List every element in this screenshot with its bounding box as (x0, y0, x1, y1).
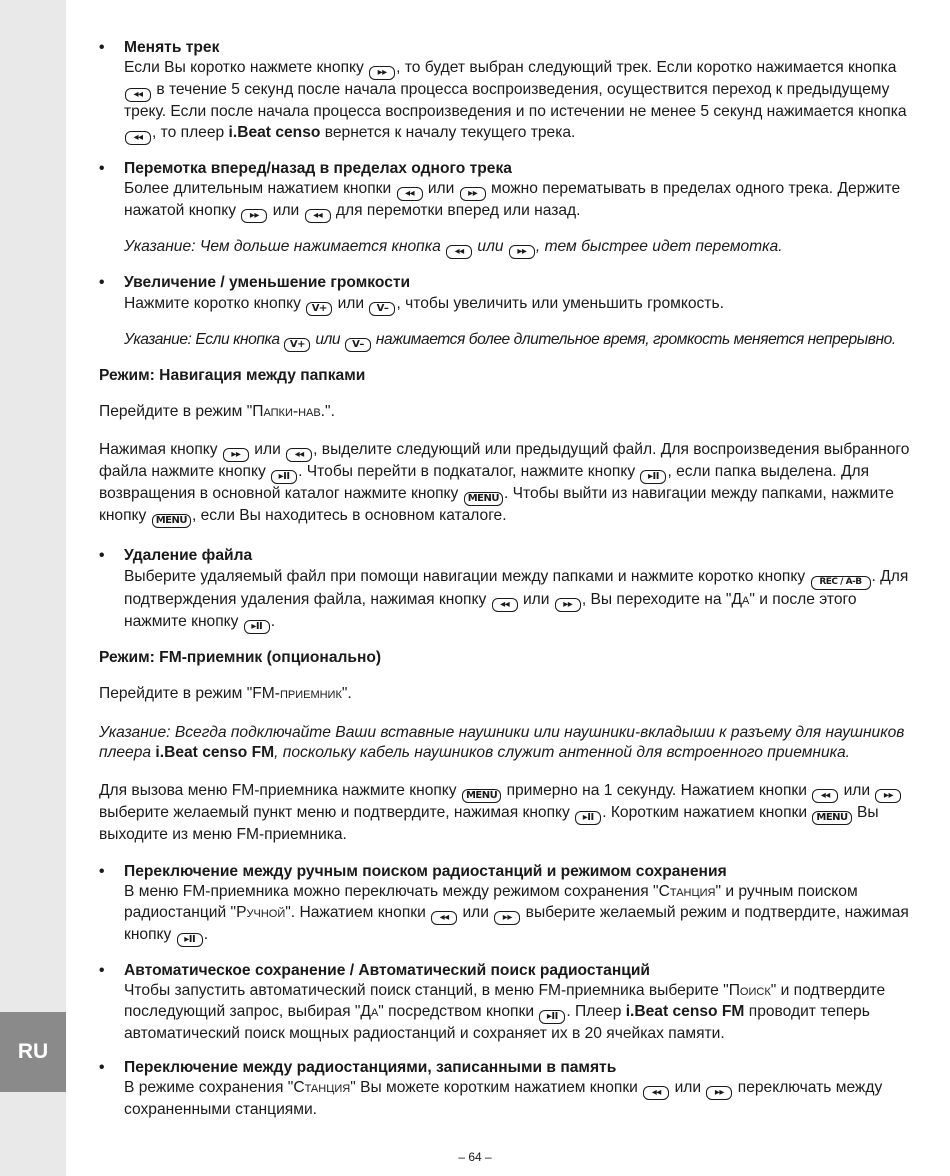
prev-button-icon: ◂◂ (286, 448, 312, 462)
next-button-icon: ▸▸ (875, 789, 901, 803)
next-button-icon: ▸▸ (509, 245, 535, 259)
heading-fm-receiver: Режим: FM-приемник (опционально) (99, 648, 382, 666)
section-volume (99, 273, 911, 315)
section-title: • Перемотка вперед/назад в пределах одного трека (124, 159, 512, 177)
language-tab: RU (0, 1012, 66, 1092)
note-volume: Указание: Если кнопка V+ или V– нажимается более длительное время, громкость меняется непрерывно. (124, 330, 896, 350)
note-seek: Указание: Чем дольше нажимается кнопка ◂◂ или ▸▸ , тем быстрее идет перемотка. (124, 238, 783, 258)
section-title: • Автоматическое сохранение / Автоматический поиск радиостанций (124, 961, 651, 979)
section-text: Чтобы запустить автоматический поиск станций, в меню FM-приемника выберите "Поиск" и подтвердите последующий запрос, выбирая "Да" посредством кнопки ▸II . Плеер i.Beat censo FM проводит теперь автоматический поиск мощных радиостанций и сохраняет их в 20 ячейках памяти. (124, 982, 886, 1042)
prev-button-icon: ◂◂ (125, 88, 151, 102)
prev-button-icon: ◂◂ (492, 598, 518, 612)
play-pause-button-icon: ▸II (575, 811, 601, 825)
section-text: Более длительным нажатием кнопки ◂◂ или ▸▸ можно перематывать в пределах одного трека. Держите нажатой кнопку ▸▸ или ◂◂ для перемотки вперед или назад. (124, 180, 901, 222)
section-change-track (99, 38, 911, 145)
prev-button-icon: ◂◂ (397, 187, 423, 201)
paragraph-fm-menu: Для вызова меню FM-приемника нажмите кнопку MENU примерно на 1 секунду. Нажатием кнопки ◂◂ или ▸▸ выберите желаемый пункт меню и подтвердите, нажимая кнопку ▸II . Коротким нажатием кнопки MENU Вы выходите из меню FM-приемника. (99, 781, 911, 845)
section-text: Если Вы коротко нажмете кнопку ▸▸ , то будет выбран следующий трек. Если коротко нажимается кнопка ◂◂ в течение 5 секунд после начала процесса воспроизведения, осуществится переход к предыдущему треку. Если после начала процесса воспроизведения и по истечении не менее 5 секунд нажимается кнопка ◂◂ , то плеер i.Beat censo вернется к началу текущего трека. (124, 59, 907, 143)
next-button-icon: ▸▸ (369, 66, 395, 80)
brand-name: i.Beat censo FM (625, 1002, 745, 1020)
paragraph-folder-navigation: Нажимая кнопку ▸▸ или ◂◂ , выделите следующий или предыдущий файл. Для воспроизведения выбранного файла нажмите кнопку ▸II . Чтобы перейти в подкаталог, нажмите кнопку ▸II , если папка выделена. Для возвращения в основной каталог нажмите кнопку MENU . Чтобы выйти из навигации между папками, нажмите кнопку MENU , если Вы находитесь в основном каталоге. (99, 441, 910, 527)
section-text: Нажмите коротко кнопку V+ или V– , чтобы увеличить или уменьшить громкость. (124, 294, 724, 314)
play-pause-button-icon: ▸II (539, 1010, 565, 1024)
prev-button-icon: ◂◂ (125, 131, 151, 145)
volume-down-button-icon: V– (345, 338, 371, 352)
page-content (99, 38, 911, 1135)
paragraph-folder-mode: Перейдите в режим "Папки-нав.". (99, 403, 335, 421)
page-number: – 64 – (458, 1150, 492, 1164)
sidebar (0, 0, 66, 1176)
section-stored-stations (99, 1058, 911, 1121)
volume-up-button-icon: V+ (284, 338, 310, 352)
brand-name: i.Beat censo FM (155, 744, 275, 762)
section-title: • Переключение между радиостанциями, записанными в память (124, 1058, 617, 1076)
volume-up-button-icon: V+ (306, 302, 332, 316)
section-auto-search (99, 961, 911, 1044)
prev-button-icon: ◂◂ (643, 1086, 669, 1100)
prev-button-icon: ◂◂ (446, 245, 472, 259)
section-text: В режиме сохранения "Станция" Вы можете коротким нажатием кнопки ◂◂ или ▸▸ переключать между сохраненными станциями. (124, 1079, 883, 1119)
section-delete-file (99, 546, 911, 633)
section-title: • Менять трек (124, 39, 220, 56)
paragraph-fm-mode: Перейдите в режим "FM-приемник". (99, 685, 352, 703)
note-fm-antenna: Указание: Всегда подключайте Ваши вставные наушники или наушники-вкладыши к разъему для наушников плеера i.Beat censo FM, поскольку кабель наушников служит антенной для встроенного приемника. (99, 723, 905, 762)
prev-button-icon: ◂◂ (812, 789, 838, 803)
section-title: • Увеличение / уменьшение громкости (124, 274, 411, 292)
next-button-icon: ▸▸ (223, 448, 249, 462)
prev-button-icon: ◂◂ (431, 911, 457, 925)
section-text: В меню FM-приемника можно переключать между режимом сохранения "Станция" и ручным поиском радиостанций "Ручной". Нажатием кнопки ◂◂ или ▸▸ выберите желаемый режим и подтвердите, нажимая кнопку ▸II . (124, 883, 909, 945)
rec-ab-button-icon: REC / A-B (811, 576, 871, 590)
play-pause-button-icon: ▸II (177, 933, 203, 947)
prev-button-icon: ◂◂ (305, 209, 331, 223)
menu-button-icon: MENU (464, 492, 503, 506)
next-button-icon: ▸▸ (494, 911, 520, 925)
play-pause-button-icon: ▸II (640, 470, 666, 484)
menu-button-icon: MENU (812, 811, 851, 825)
play-pause-button-icon: ▸II (271, 470, 297, 484)
volume-down-button-icon: V– (369, 302, 395, 316)
section-title: • Переключение между ручным поиском радиостанций и режимом сохранения (124, 862, 727, 880)
section-title: • Удаление файла (124, 547, 253, 565)
menu-button-icon: MENU (152, 514, 191, 528)
next-button-icon: ▸▸ (241, 209, 267, 223)
section-seek (99, 159, 911, 223)
section-text: Выберите удаляемый файл при помощи навигации между папками и нажмите коротко кнопку REC / A-B . Для подтверждения удаления файла, нажимая кнопку ◂◂ или ▸▸ , Вы переходите на "Да" и после этого нажмите кнопку ▸II . (124, 567, 909, 632)
menu-button-icon: MENU (462, 789, 501, 803)
next-button-icon: ▸▸ (555, 598, 581, 612)
heading-folder-navigation: Режим: Навигация между папками (99, 366, 366, 384)
next-button-icon: ▸▸ (460, 187, 486, 201)
section-manual-search (99, 862, 911, 947)
brand-name: i.Beat censo (228, 123, 321, 141)
play-pause-button-icon: ▸II (244, 620, 270, 634)
next-button-icon: ▸▸ (706, 1086, 732, 1100)
